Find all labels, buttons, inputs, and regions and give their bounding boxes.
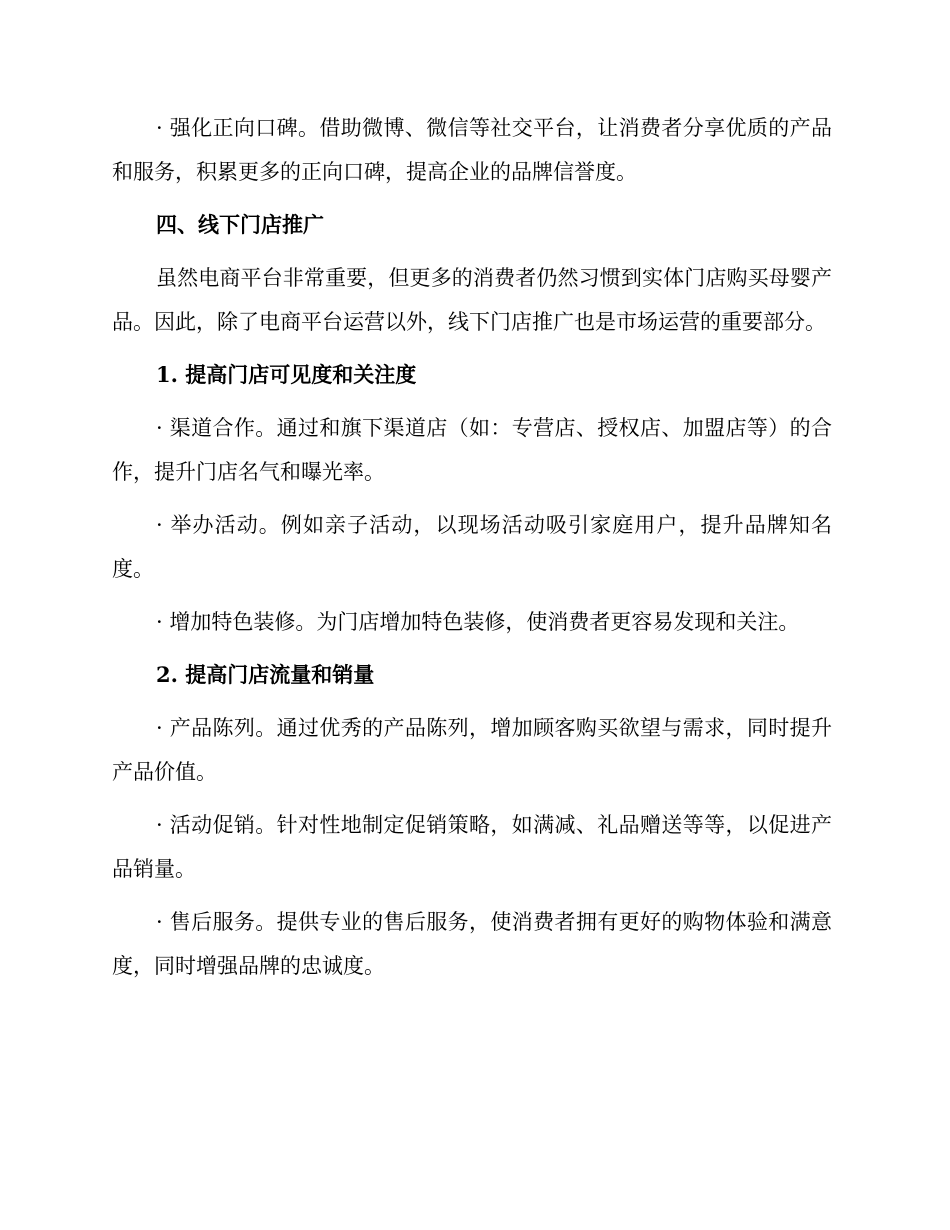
paragraph-word-of-mouth: · 强化正向口碑。借助微博、微信等社交平台，让消费者分享优质的产品和服务，积累更多的正向口碑，提高企业的品牌信誉度。 <box>112 116 832 184</box>
paragraph-channel-cooperation: · 渠道合作。通过和旗下渠道店（如：专营店、授权店、加盟店等）的合作，提升门店名气和曝光率。 <box>112 416 832 484</box>
paragraph-promotion: · 活动促销。针对性地制定促销策略，如满减、礼品赠送等等，以促进产品销量。 <box>112 813 832 881</box>
paragraph-after-sales: · 售后服务。提供专业的售后服务，使消费者拥有更好的购物体验和满意度，同时增强品牌的忠诚度。 <box>112 910 832 978</box>
paragraph-events: · 举办活动。例如亲子活动，以现场活动吸引家庭用户，提升品牌知名度。 <box>112 513 832 581</box>
subheading-visibility: 1. 提高门店可见度和关注度 <box>156 362 417 387</box>
paragraph-decoration: · 增加特色装修。为门店增加特色装修，使消费者更容易发现和关注。 <box>156 610 800 634</box>
subheading-traffic-sales: 2. 提高门店流量和销量 <box>156 662 375 687</box>
document-body <box>112 106 832 997</box>
paragraph-product-display: · 产品陈列。通过优秀的产品陈列，增加顾客购买欲望与需求，同时提升产品价值。 <box>112 716 832 784</box>
paragraph-offline-intro: 虽然电商平台非常重要，但更多的消费者仍然习惯到实体门店购买母婴产品。因此，除了电商平台运营以外，线下门店推广也是市场运营的重要部分。 <box>112 266 832 334</box>
section-heading-offline-store: 四、线下门店推广 <box>156 212 324 237</box>
